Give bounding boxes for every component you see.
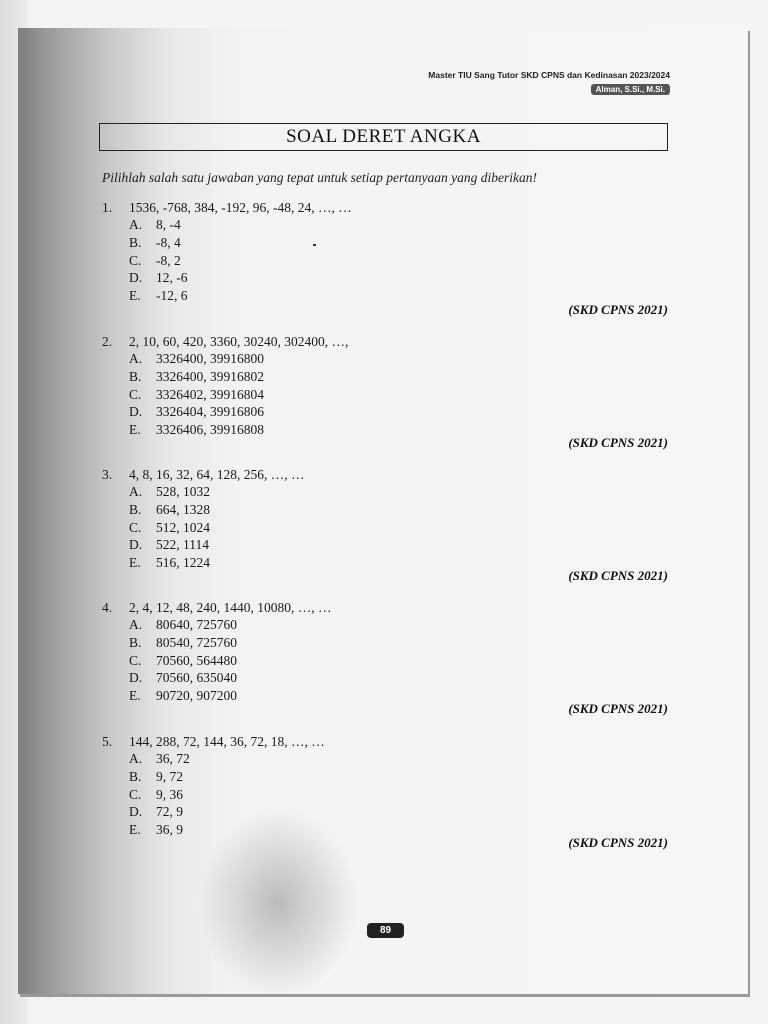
option-letter: A. [129,617,143,632]
option-letter: E. [129,555,141,571]
option-a [129,350,670,368]
question-2-source: (SKD CPNS 2021) [568,435,668,450]
option-letter: E. [129,688,141,704]
page-number-badge: 89 [367,923,404,938]
question-4 [102,599,670,705]
option-c [129,252,670,270]
option-letter: E. [129,288,141,304]
option-b [129,501,670,519]
options-list [129,216,670,305]
option-text: 3326400, 39916800 [156,351,264,366]
section-title-box [99,123,668,151]
option-letter: C. [129,252,142,268]
option-letter: B. [129,634,142,650]
option-text: 80640, 725760 [156,617,237,632]
options-list [129,483,670,572]
option-text: 3326404, 39916806 [156,404,264,420]
option-b [129,634,670,652]
question-stem [102,733,670,750]
option-c [129,519,670,537]
option-b [129,234,670,252]
option-c [129,386,670,404]
question-number: 2. [102,334,113,349]
option-text: 12, -6 [156,270,188,286]
option-letter: D. [129,804,143,820]
option-b [129,368,670,386]
option-letter: B. [129,768,142,784]
option-d [129,803,670,821]
question-number: 5. [102,734,113,749]
option-text: 3326402, 39916804 [156,386,264,402]
option-text: 9, 72 [156,768,183,784]
running-header-title: Master TIU Sang Tutor SKD CPNS dan Kedinasan 2023/2024 [428,70,670,80]
running-header-author-badge: Alman, S.Si., M.Si. [591,84,670,95]
question-text: 2, 4, 12, 48, 240, 1440, 10080, …, … [129,600,332,615]
option-letter: A. [129,751,143,766]
option-text: 36, 9 [156,822,183,838]
question-stem [102,466,670,483]
option-text: 70560, 635040 [156,670,237,686]
option-text: 9, 36 [156,786,183,802]
option-b [129,768,670,786]
question-4-source: (SKD CPNS 2021) [568,701,668,716]
instruction-text: Pilihlah salah satu jawaban yang tepat untuk setiap pertanyaan yang diberikan! [102,170,537,185]
question-text: 1536, -768, 384, -192, 96, -48, 24, …, … [129,200,352,215]
option-letter: A. [129,484,143,499]
question-stem [102,599,670,616]
option-c [129,652,670,670]
option-text: -8, 2 [156,252,181,268]
option-text: 90720, 907200 [156,688,237,704]
question-text: 2, 10, 60, 420, 3360, 30240, 302400, …, [129,334,349,349]
option-letter: D. [129,270,143,286]
option-a [129,483,670,501]
option-text: 72, 9 [156,804,183,820]
option-letter: A. [129,217,143,232]
question-number: 4. [102,600,113,615]
option-letter: C. [129,519,142,535]
option-letter: C. [129,786,142,802]
question-3-source: (SKD CPNS 2021) [568,568,668,583]
option-text: 80540, 725760 [156,634,237,650]
option-letter: B. [129,501,142,517]
option-letter: C. [129,386,142,402]
option-a [129,616,670,634]
question-number: 1. [102,200,113,215]
options-list [129,350,670,439]
option-letter: E. [129,422,141,438]
question-1-source: (SKD CPNS 2021) [568,302,668,317]
option-text: 8, -4 [156,217,181,232]
question-1 [102,199,670,305]
option-c [129,786,670,804]
options-list [129,616,670,705]
option-a [129,750,670,768]
section-title: SOAL DERET ANGKA [286,126,481,147]
option-letter: B. [129,368,142,384]
option-text: 522, 1114 [156,537,209,553]
option-letter: A. [129,351,143,366]
question-stem [102,333,670,350]
question-2 [102,333,670,439]
question-3 [102,466,670,572]
option-d [129,669,670,687]
question-text: 4, 8, 16, 32, 64, 128, 256, …, … [129,467,305,482]
option-d [129,269,670,287]
option-letter: C. [129,652,142,668]
option-a [129,216,670,234]
option-letter: E. [129,822,141,838]
question-text: 144, 288, 72, 144, 36, 72, 18, …, … [129,734,325,749]
option-text: 36, 72 [156,751,190,766]
option-text: 3326400, 39916802 [156,368,264,384]
option-letter: D. [129,537,143,553]
question-number: 3. [102,467,113,482]
question-stem [102,199,670,216]
option-text: 516, 1224 [156,555,210,571]
option-text: -8, 4 [156,234,181,250]
option-letter: D. [129,404,143,420]
option-text: 528, 1032 [156,484,210,499]
option-d [129,536,670,554]
option-text: 512, 1024 [156,519,210,535]
question-5 [102,733,670,839]
option-text: -12, 6 [156,288,188,304]
options-list [129,750,670,839]
question-5-source: (SKD CPNS 2021) [568,835,668,850]
option-text: 70560, 564480 [156,652,237,668]
option-letter: D. [129,670,143,686]
option-text: 664, 1328 [156,501,210,517]
option-letter: B. [129,234,142,250]
option-d [129,403,670,421]
option-text: 3326406, 39916808 [156,422,264,438]
